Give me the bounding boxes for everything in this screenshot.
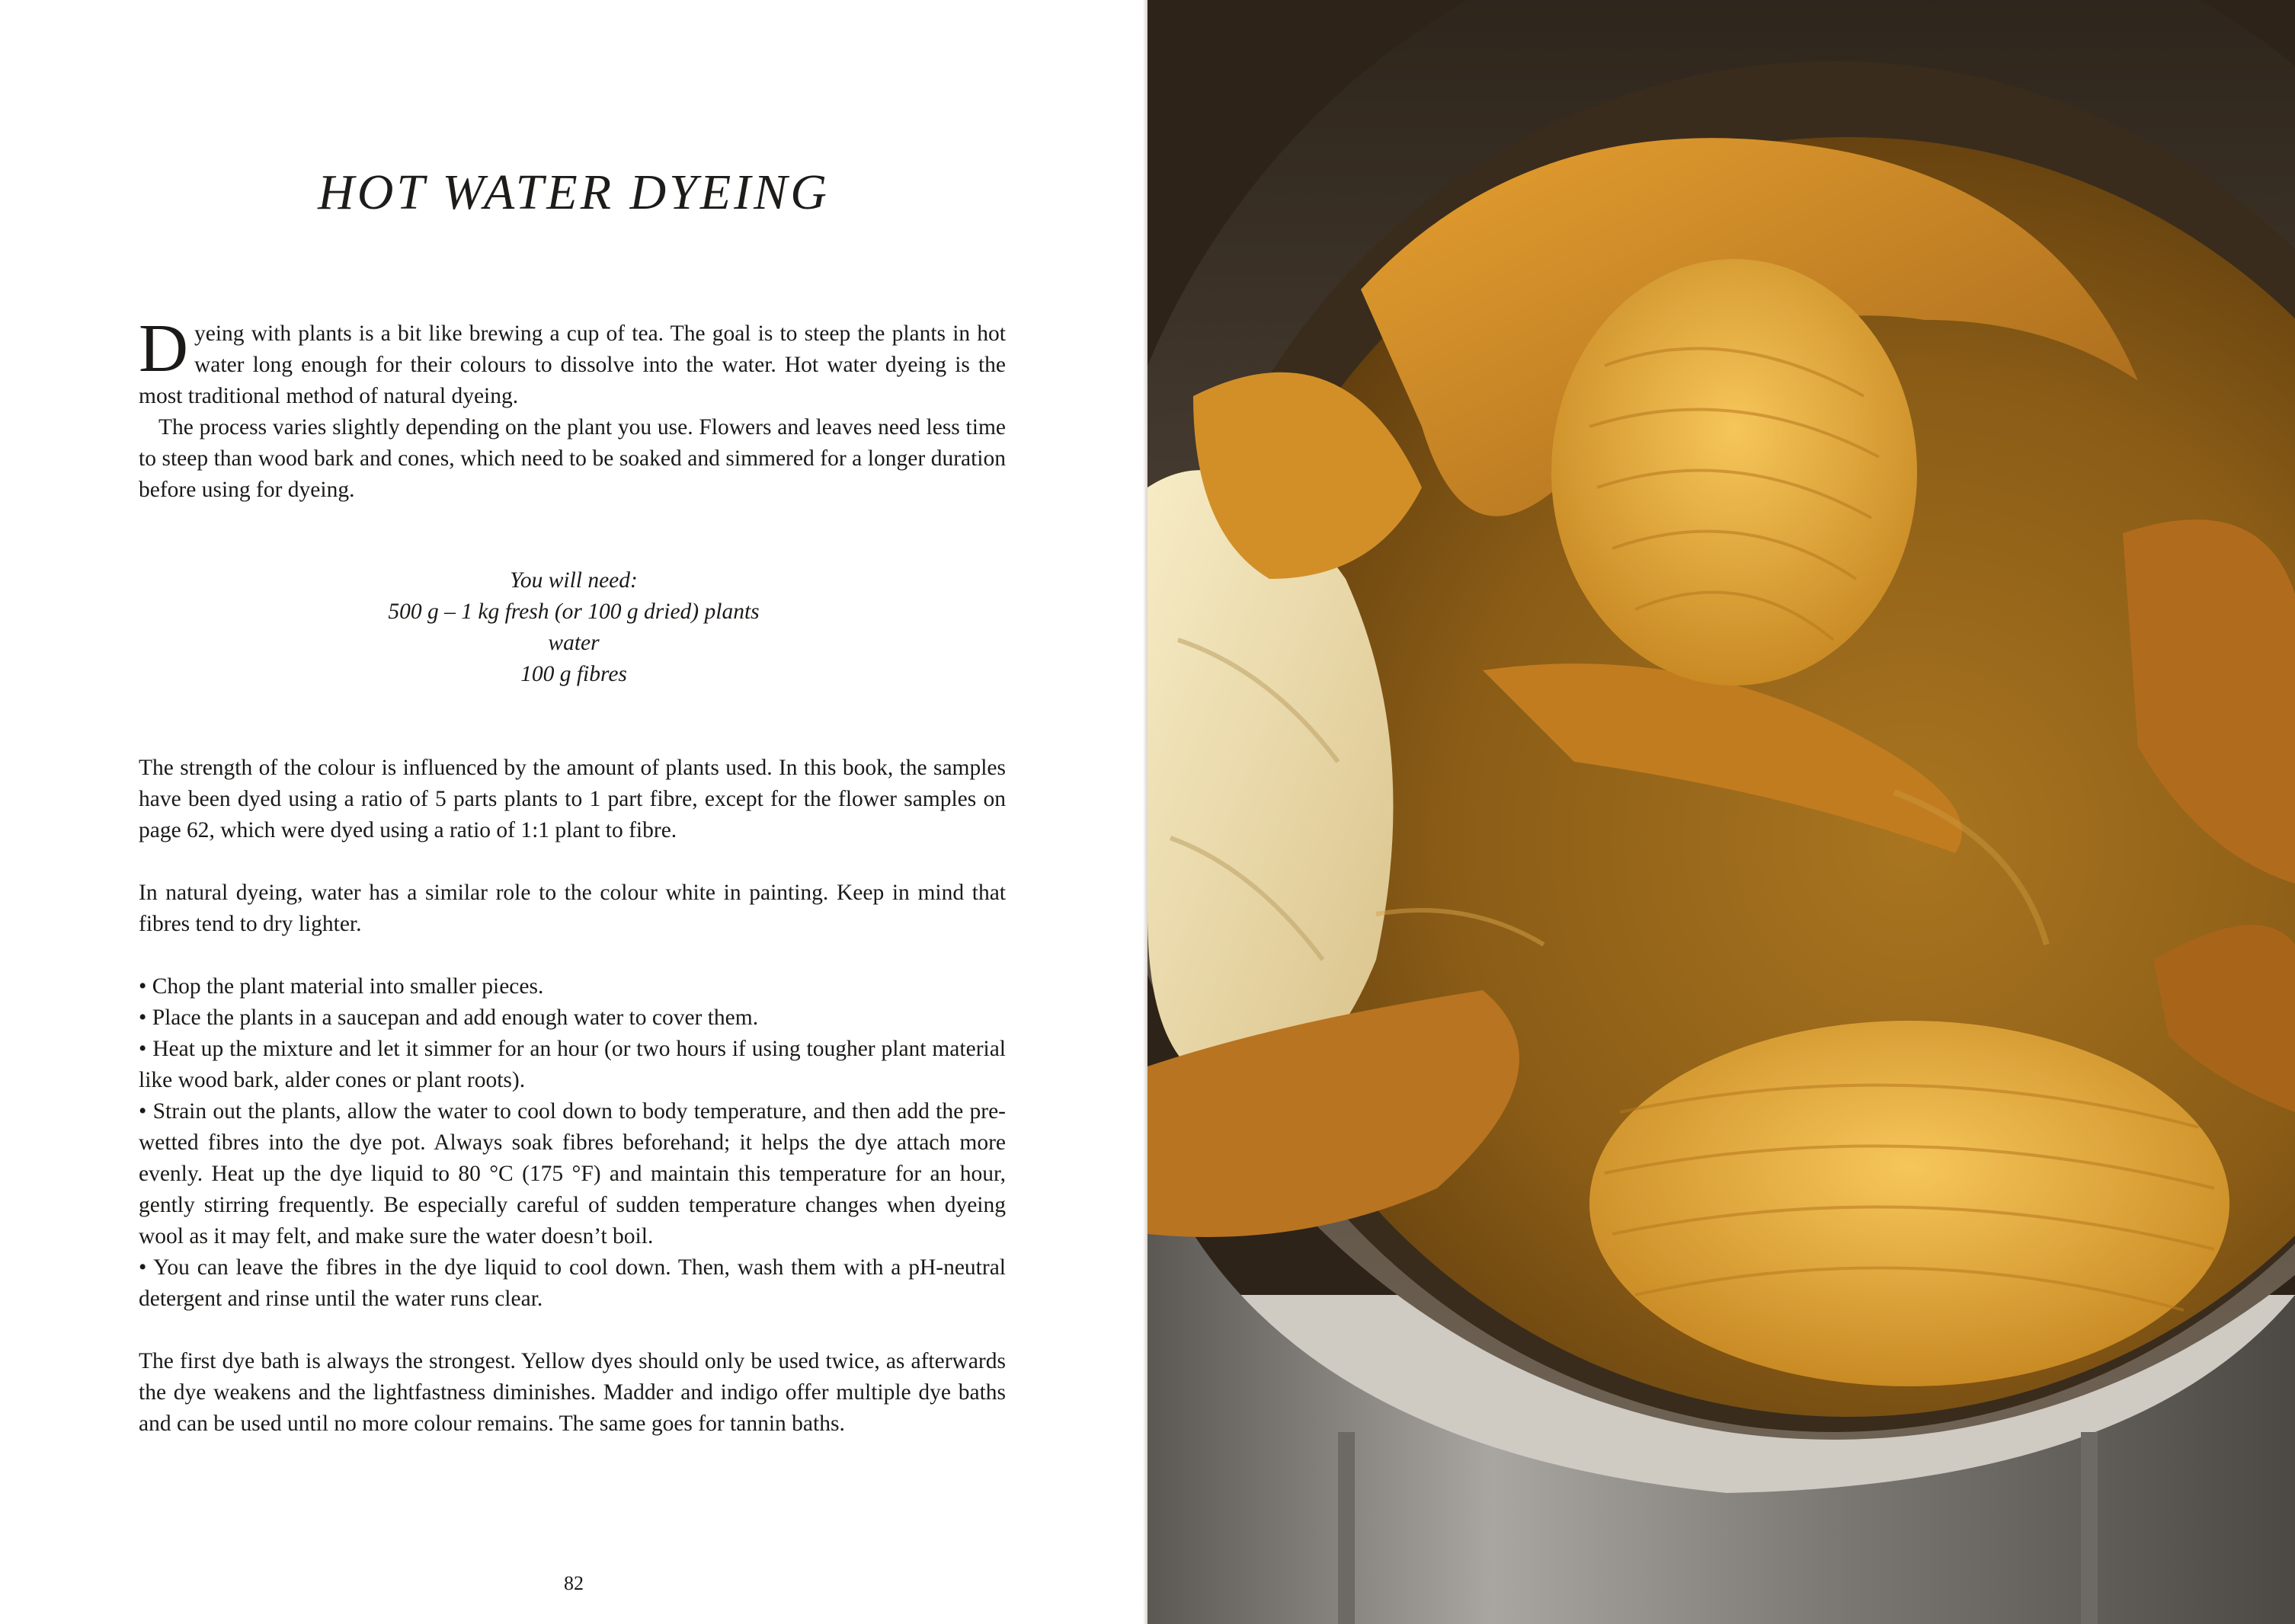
- ingredients-heading: You will need:: [510, 568, 638, 593]
- intro-paragraph-1: [139, 311, 1006, 412]
- step-item: • You can leave the fibres in the dye liquid to cool down. Then, wash them with a pH-neutral detergent and rinse until the water runs clear.: [139, 1255, 1006, 1311]
- intro-paragraph-2: The process varies slightly depending on the plant you use. Flowers and leaves need less time to steep than wood bark and cones, which need to be soaked and simmered for a longer duration before using for dyeing.: [139, 415, 1006, 502]
- dye-pot-photo: [1148, 0, 2295, 1624]
- ingredients-list: [0, 565, 1148, 690]
- step-item: • Chop the plant material into smaller pieces.: [139, 974, 544, 999]
- page-number: 82: [564, 1572, 584, 1594]
- ingredient-item: 500 g – 1 kg fresh (or 100 g dried) plants: [388, 599, 760, 624]
- drop-cap: D: [139, 311, 188, 386]
- instructions-text: [139, 753, 1006, 1440]
- dye-pot-illustration: [1148, 0, 2295, 1624]
- step-item: • Heat up the mixture and let it simmer for an hour (or two hours if using tougher plant material like wood bark, alder cones or plant roots).: [139, 1037, 1006, 1092]
- final-paragraph: The first dye bath is always the strongest. Yellow dyes should only be used twice, as afterwards the dye weakens and the lightfastness diminishes. Madder and indigo offer multiple dye baths and can be used until no more colour remains. The same goes for tannin baths.: [139, 1349, 1006, 1436]
- page-title: HOT WATER DYEING: [318, 165, 830, 220]
- ingredient-item: water: [548, 631, 600, 655]
- intro-paragraph-1-text: yeing with plants is a bit like brewing a cup of tea. The goal is to steep the plants in hot water long enough for their colours to dissolve into the water. Hot water dyeing is the most traditional method of natural dyeing.: [139, 321, 1006, 408]
- water-paragraph: In natural dyeing, water has a similar role to the colour white in painting. Keep in mind that fibres tend to dry lighter.: [139, 881, 1006, 936]
- step-item: • Strain out the plants, allow the water to cool down to body temperature, and then add the pre-wetted fibres into the dye pot. Always soak fibres beforehand; it helps the dye attach more evenly. Heat up the dye liquid to 80 °C (175 °F) and maintain this temperature for an hour, gently stirring frequently. Be especially careful of sudden temperature changes when dyeing wool as it may felt, and make sure the water doesn’t boil.: [139, 1099, 1006, 1248]
- ingredient-item: 100 g fibres: [520, 662, 627, 686]
- step-item: • Place the plants in a saucepan and add enough water to cover them.: [139, 1005, 759, 1030]
- intro-text: [139, 311, 1006, 506]
- strength-paragraph: The strength of the colour is influenced by the amount of plants used. In this book, the samples have been dyed using a ratio of 5 parts plants to 1 part fibre, except for the flower samples on page 62, which were dyed using a ratio of 1:1 plant to fibre.: [139, 756, 1006, 842]
